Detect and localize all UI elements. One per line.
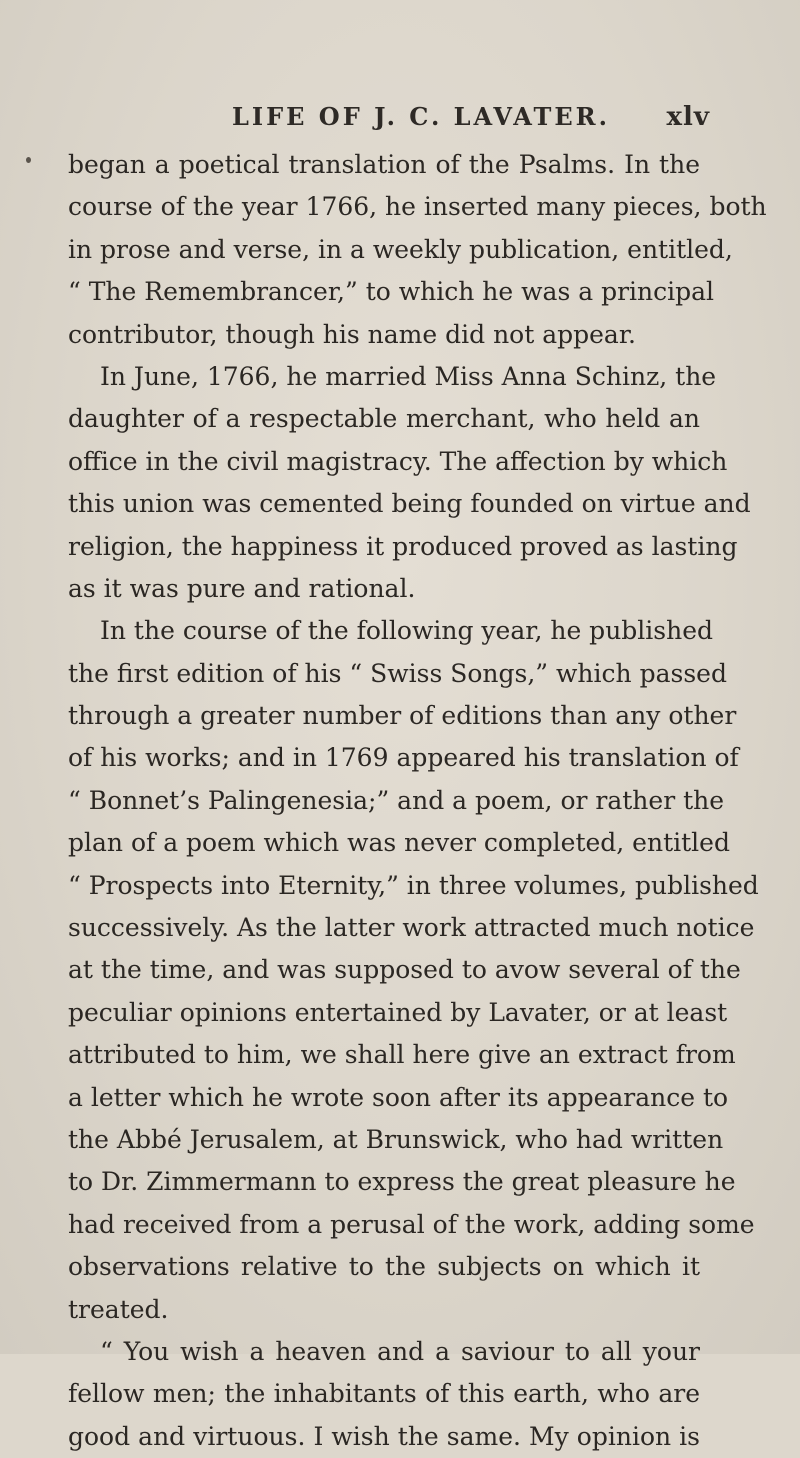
text-line: plan of a poem which was never completed, entitled [68, 828, 730, 858]
text-line: this union was cemented being founded on virtue and [68, 489, 751, 519]
text-line: observations relative to the subjects on which it [68, 1252, 700, 1282]
text-line: began a poetical translation of the Psalms. In the [68, 150, 700, 179]
text-line: peculiar opinions entertained by Lavater, or at least [68, 997, 728, 1027]
running-header [0, 102, 800, 138]
text-line: good and virtuous. I wish the same. My opinion is [68, 1421, 700, 1451]
text-line: successively. As the latter work attracted much notice [68, 913, 755, 943]
page-number: xlv [666, 102, 710, 132]
text-line: to Dr. Zimmermann to express the great pleasure he [68, 1167, 736, 1197]
text-line: religion, the happiness it produced proved as lasting [68, 531, 738, 561]
text-line: “ You wish a heaven and a saviour to all your [100, 1336, 700, 1366]
text-line: a letter which he wrote soon after its appearance to [68, 1082, 729, 1112]
text-line: at the time, and was supposed to avow several of the [68, 955, 741, 985]
text-line: course of the year 1766, he inserted many pieces, both [68, 192, 767, 222]
text-line: had received from a perusal of the work, adding some [68, 1209, 755, 1239]
ink-speck [26, 157, 31, 163]
text-line: the first edition of his “ Swiss Songs,” which passed [68, 658, 727, 688]
running-title: LIFE OF J. C. LAVATER. [232, 102, 610, 131]
text-line: office in the civil magistracy. The affection by which [68, 446, 728, 476]
text-line: “ Prospects into Eternity,” in three volumes, published [68, 870, 759, 900]
text-line: In June, 1766, he married Miss Anna Schinz, the [100, 361, 717, 391]
text-line: “ The Remembrancer,” to which he was a principal [68, 277, 715, 307]
text-line: in prose and verse, in a weekly publication, entitled, [68, 234, 733, 264]
text-line: In the course of the following year, he published [100, 616, 714, 646]
text-line: of his works; and in 1769 appeared his translation of [68, 743, 739, 773]
text-line: treated. [68, 1294, 169, 1324]
text-line: attributed to him, we shall here give an extract from [68, 1040, 736, 1070]
text-line: fellow men; the inhabitants of this earth, who are [68, 1379, 700, 1409]
text-line: as it was pure and rational. [68, 573, 416, 603]
text-line: daughter of a respectable merchant, who held an [68, 404, 700, 434]
text-line: “ Bonnet’s Palingenesia;” and a poem, or rather the [68, 785, 725, 815]
text-line: contributor, though his name did not appear. [68, 319, 636, 349]
text-line: the Abbé Jerusalem, at Brunswick, who had written [68, 1124, 724, 1154]
text-line: through a greater number of editions than any other [68, 701, 737, 731]
body-text [68, 144, 767, 1458]
